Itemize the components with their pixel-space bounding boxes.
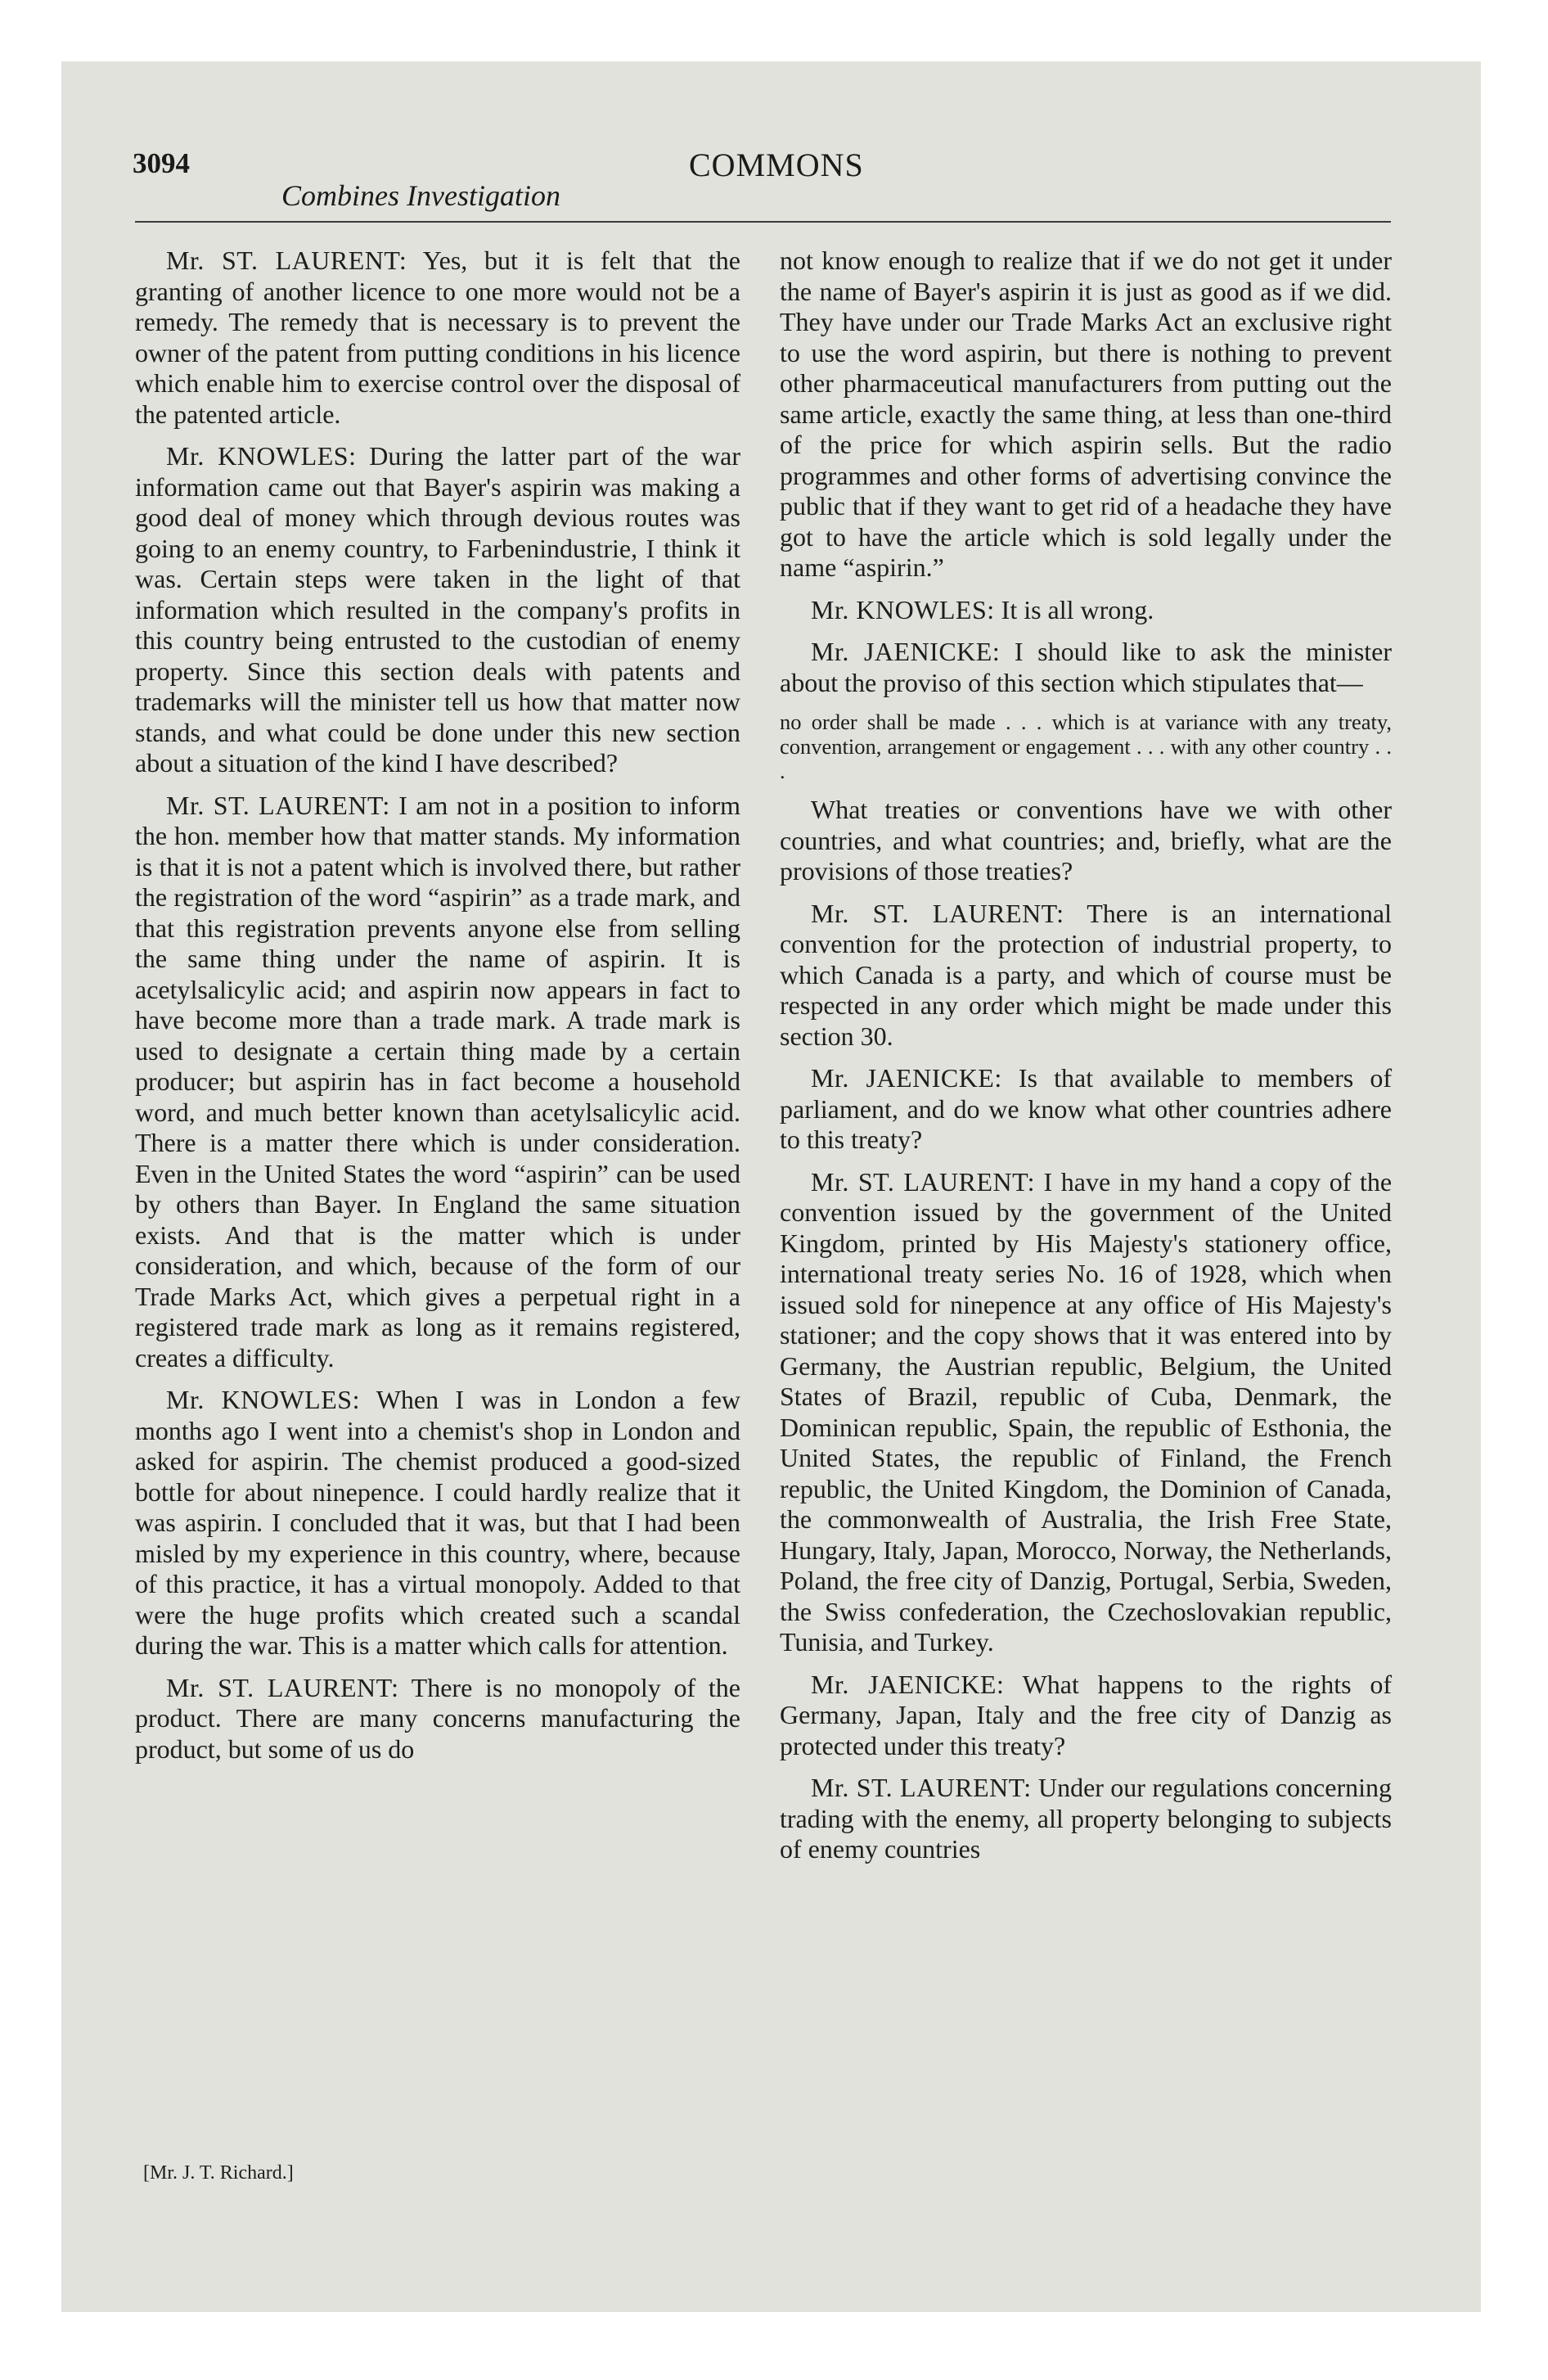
speaker-name: Mr. KNOWLES: — [811, 594, 995, 624]
page-header — [133, 141, 1393, 223]
speaker-name: Mr. KNOWLES: — [166, 1385, 360, 1414]
speech-text: During the latter part of the war information came out that Bayer's aspirin was making a good deal of money which through devious routes was going to an enemy country, to Farbenindustrie, I think it was. Certain steps were taken in the light of that information which resulted in the company's profits in this country being entrusted to the custodian of enemy property. Since this section deals with patents and trademarks will the minister tell us how that matter now stands, and what could be done under this new section about a situation of the kind I have described? — [135, 441, 741, 778]
speaker-name: Mr. ST. LAURENT: — [811, 898, 1064, 928]
question-paragraph: What treaties or conventions have we with other countries, and what countries; and, briefly, what are the provisions of those treaties? — [780, 795, 1392, 886]
speech-paragraph — [135, 1673, 740, 1765]
speaker-name: Mr. ST. LAURENT: — [811, 1773, 1032, 1802]
page-number: 3094 — [133, 147, 190, 179]
speaker-name: Mr. ST. LAURENT: — [811, 1166, 1035, 1197]
right-column — [780, 246, 1392, 1877]
speech-text: When I was in London a few months ago I went into a chemist's shop in London and asked for aspirin. The chemist produced a good-sized bottle for about ninepence. I could hardly realize that it was aspirin. I concluded that it was, but that I had been misled by my experience in this country, where, because of this practice, it has a virtual monopoly. Added to that were the huge profits which created such a scandal during the war. This is a matter which calls for attention. — [135, 1385, 741, 1660]
speech-text: It is all wrong. — [1001, 594, 1154, 624]
speech-paragraph — [780, 899, 1392, 1053]
speaker-name: Mr. ST. LAURENT: — [166, 790, 390, 820]
header-rule — [135, 221, 1391, 223]
speech-paragraph — [135, 441, 740, 779]
speech-text: Under our regulations concerning trading with the enemy, all property belonging to subjects of enemy countries — [780, 1773, 1393, 1864]
speech-text: Is that available to members of parliament, and do we know what other countries adhere to this treaty? — [780, 1063, 1393, 1154]
speech-paragraph — [780, 1063, 1392, 1156]
speech-paragraph — [135, 246, 740, 430]
speech-paragraph — [780, 1670, 1392, 1762]
member-reference: [Mr. J. T. Richard.] — [143, 2162, 294, 2184]
speaker-name: Mr. ST. LAURENT: — [166, 246, 407, 275]
speaker-name: Mr. ST. LAURENT: — [166, 1672, 399, 1702]
speech-text: I have in my hand a copy of the convention issued by the government of the United Kingdom, printed by His Majesty's stationery office, international treaty series No. 16 of 1928, which when issued sold for ninepence at any office of His Majesty's stationer; and the copy shows that it was entered into by Germany, the Austrian republic, Belgium, the United States of Brazil, republic of Cuba, Denmark, the Dominican republic, Spain, the republic of Esthonia, the United States, the republic of Finland, the French republic, the United Kingdom, the Dominion of Canada, the commonwealth of Australia, the Irish Free State, Hungary, Italy, Japan, Morocco, Norway, the Netherlands, Poland, the free city of Danzig, Portugal, Serbia, Sweden, the Swiss confederation, the Czechoslovakian republic, Tunisia, and Turkey. — [780, 1166, 1393, 1657]
chamber-heading: COMMONS — [689, 146, 864, 183]
speech-paragraph — [780, 1167, 1392, 1658]
speech-paragraph — [780, 637, 1392, 698]
speech-text: There is no monopoly of the product. There are many concerns manufacturing the product, but some of us do — [135, 1672, 741, 1764]
treaty-quote: no order shall be made . . . which is at variance with any treaty, convention, arrangement or engagement . . . with any other country . . . — [780, 710, 1392, 783]
speech-paragraph — [135, 1385, 740, 1661]
continued-paragraph: not know enough to realize that if we do not get it under the name of Bayer's aspirin it is just as good as if we did. They have under our Trade Marks Act an exclusive right to use the word aspirin, but there is nothing to prevent other pharmaceutical manufacturers from putting out the same article, exactly the same thing, at less than one-third of the price for which aspirin sells. But the radio programmes and other forms of advertising convince the public that if they want to get rid of a headache they have got to have the article which is sold legally under the name “aspirin.” — [780, 246, 1392, 582]
speech-text: What happens to the rights of Germany, Japan, Italy and the free city of Danzig as protected under this treaty? — [780, 1669, 1393, 1760]
speaker-name: Mr. JAENICKE: — [811, 1063, 1002, 1093]
speaker-name: Mr. KNOWLES: — [166, 441, 357, 471]
speech-text: There is an international convention for the protection of industrial property, to which Canada is a party, and which of course must be respected in any order which might be made under this section 30. — [780, 898, 1392, 1051]
speech-text: Yes, but it is felt that the granting of another licence to one more would not be a remedy. The remedy that is necessary is to prevent the owner of the patent from putting conditions in his licence which enable him to exercise control over the disposal of the patented article. — [135, 246, 741, 429]
speaker-name: Mr. JAENICKE: — [811, 637, 1001, 666]
speech-paragraph — [780, 595, 1392, 626]
speech-paragraph — [135, 791, 740, 1374]
speech-text: I am not in a position to inform the hon. member how that matter stands. My information is that it is not a patent which is involved there, but rather the registration of the word “aspirin” as a trade mark, and that this registration prevents anyone else from selling the same thing under the name of aspirin. It is acetylsalicylic acid; and aspirin now appears in fact to have become more than a trade mark. A trade mark is used to designate a certain thing made by a certain producer; but aspirin has in fact become a household word, and much better known than acetylsalicylic acid. There is a matter there which is under consideration. Even in the United States the word “aspirin” can be used by others than Bayer. In England the same situation exists. And that is the matter which is under consideration, and which, because of the form of our Trade Marks Act, which gives a perpetual right in a registered trade mark as long as it remains registered, creates a difficulty. — [135, 790, 741, 1373]
left-column — [135, 246, 740, 1776]
speech-paragraph — [780, 1773, 1392, 1865]
running-title: Combines Investigation — [281, 179, 560, 212]
speech-text: I should like to ask the minister about the proviso of this section which stipulates that— — [780, 637, 1393, 697]
speaker-name: Mr. JAENICKE: — [811, 1669, 1005, 1699]
